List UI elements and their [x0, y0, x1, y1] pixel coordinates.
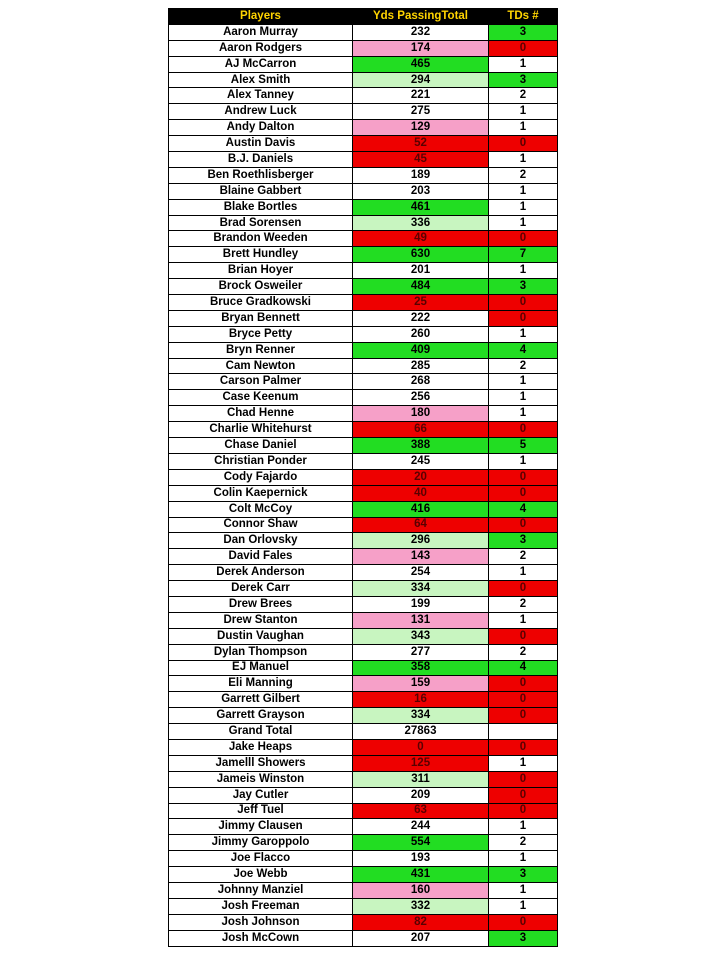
tds-cell[interactable]: 0 — [489, 676, 558, 692]
player-name-cell[interactable]: Garrett Grayson — [169, 708, 353, 724]
player-name-cell[interactable]: Colt McCoy — [169, 501, 353, 517]
table-row — [169, 295, 558, 311]
tds-cell[interactable]: 1 — [489, 819, 558, 835]
player-name-cell[interactable]: Grand Total — [169, 724, 353, 740]
player-name-cell[interactable]: Eli Manning — [169, 676, 353, 692]
table-row — [169, 660, 558, 676]
table-row — [169, 310, 558, 326]
tds-cell[interactable]: 1 — [489, 882, 558, 898]
table-row — [169, 72, 558, 88]
tds-cell[interactable]: 1 — [489, 374, 558, 390]
table-row — [169, 882, 558, 898]
table-row — [169, 835, 558, 851]
tds-cell[interactable]: 3 — [489, 24, 558, 40]
player-name-cell[interactable]: Andy Dalton — [169, 120, 353, 136]
tds-cell[interactable]: 1 — [489, 104, 558, 120]
tds-cell[interactable] — [489, 724, 558, 740]
table-row — [169, 581, 558, 597]
player-name-cell[interactable]: Bryan Bennett — [169, 310, 353, 326]
yds-passing-cell[interactable]: 131 — [353, 612, 489, 628]
table-row — [169, 485, 558, 501]
player-name-cell[interactable]: Brett Hundley — [169, 247, 353, 263]
yds-passing-cell[interactable]: 275 — [353, 104, 489, 120]
passing-stats-table — [168, 8, 558, 947]
tds-cell[interactable]: 1 — [489, 183, 558, 199]
tds-cell[interactable]: 4 — [489, 501, 558, 517]
yds-passing-cell[interactable]: 254 — [353, 565, 489, 581]
tds-cell[interactable]: 3 — [489, 533, 558, 549]
player-name-cell[interactable]: Jeff Tuel — [169, 803, 353, 819]
table-row — [169, 803, 558, 819]
table-row — [169, 851, 558, 867]
yds-passing-cell[interactable]: 25 — [353, 295, 489, 311]
player-name-cell[interactable]: Charlie Whitehurst — [169, 422, 353, 438]
table-row — [169, 612, 558, 628]
player-name-cell[interactable]: Jimmy Clausen — [169, 819, 353, 835]
player-name-cell[interactable]: Garrett Gilbert — [169, 692, 353, 708]
table-row — [169, 692, 558, 708]
tds-cell[interactable]: 0 — [489, 771, 558, 787]
player-name-cell[interactable]: Cody Fajardo — [169, 469, 353, 485]
yds-passing-cell[interactable]: 336 — [353, 215, 489, 231]
table-row — [169, 517, 558, 533]
player-name-cell[interactable]: Jay Cutler — [169, 787, 353, 803]
table-row — [169, 565, 558, 581]
tds-cell[interactable]: 0 — [489, 231, 558, 247]
header-tds[interactable]: TDs # — [489, 9, 558, 25]
table-row — [169, 596, 558, 612]
yds-passing-cell[interactable]: 160 — [353, 882, 489, 898]
tds-cell[interactable]: 0 — [489, 422, 558, 438]
player-name-cell[interactable]: Cam Newton — [169, 358, 353, 374]
player-name-cell[interactable]: Jake Heaps — [169, 739, 353, 755]
table-row — [169, 358, 558, 374]
table-row — [169, 215, 558, 231]
table-row — [169, 390, 558, 406]
player-name-cell[interactable]: Joe Flacco — [169, 851, 353, 867]
player-name-cell[interactable]: Dylan Thompson — [169, 644, 353, 660]
yds-passing-cell[interactable]: 180 — [353, 406, 489, 422]
yds-passing-cell[interactable]: 125 — [353, 755, 489, 771]
yds-passing-cell[interactable]: 199 — [353, 596, 489, 612]
yds-passing-cell[interactable]: 343 — [353, 628, 489, 644]
yds-passing-cell[interactable]: 45 — [353, 152, 489, 168]
player-name-cell[interactable]: Josh Johnson — [169, 914, 353, 930]
table-row — [169, 867, 558, 883]
tds-cell[interactable]: 1 — [489, 120, 558, 136]
table-row — [169, 676, 558, 692]
tds-cell[interactable]: 0 — [489, 136, 558, 152]
tds-cell[interactable]: 0 — [489, 295, 558, 311]
player-name-cell[interactable]: Brock Osweiler — [169, 279, 353, 295]
table-row — [169, 247, 558, 263]
yds-passing-cell[interactable]: 232 — [353, 24, 489, 40]
tds-cell[interactable]: 1 — [489, 565, 558, 581]
table-row — [169, 469, 558, 485]
player-name-cell[interactable]: Carson Palmer — [169, 374, 353, 390]
yds-passing-cell[interactable]: 222 — [353, 310, 489, 326]
yds-passing-cell[interactable]: 174 — [353, 40, 489, 56]
player-name-cell[interactable]: Bryn Renner — [169, 342, 353, 358]
table-row — [169, 326, 558, 342]
player-name-cell[interactable]: Jimmy Garoppolo — [169, 835, 353, 851]
yds-passing-cell[interactable]: 244 — [353, 819, 489, 835]
table-row — [169, 628, 558, 644]
player-name-cell[interactable]: Brad Sorensen — [169, 215, 353, 231]
tds-cell[interactable]: 2 — [489, 596, 558, 612]
player-name-cell[interactable]: Colin Kaepernick — [169, 485, 353, 501]
player-name-cell[interactable]: Chad Henne — [169, 406, 353, 422]
yds-passing-cell[interactable]: 52 — [353, 136, 489, 152]
tds-cell[interactable]: 3 — [489, 867, 558, 883]
tds-cell[interactable]: 1 — [489, 390, 558, 406]
tds-cell[interactable]: 1 — [489, 453, 558, 469]
tds-cell[interactable]: 0 — [489, 310, 558, 326]
tds-cell[interactable]: 1 — [489, 215, 558, 231]
yds-passing-cell[interactable]: 256 — [353, 390, 489, 406]
table-row — [169, 342, 558, 358]
yds-passing-cell[interactable]: 554 — [353, 835, 489, 851]
table-row — [169, 755, 558, 771]
tds-cell[interactable]: 0 — [489, 628, 558, 644]
table-row — [169, 819, 558, 835]
yds-passing-cell[interactable]: 129 — [353, 120, 489, 136]
yds-passing-cell[interactable]: 64 — [353, 517, 489, 533]
player-name-cell[interactable]: Jamelll Showers — [169, 755, 353, 771]
yds-passing-cell[interactable]: 358 — [353, 660, 489, 676]
grand-total-row — [169, 724, 558, 740]
tds-cell[interactable]: 1 — [489, 851, 558, 867]
yds-passing-cell[interactable]: 260 — [353, 326, 489, 342]
yds-passing-cell[interactable]: 431 — [353, 867, 489, 883]
yds-passing-cell[interactable]: 201 — [353, 263, 489, 279]
tds-cell[interactable]: 0 — [489, 914, 558, 930]
player-name-cell[interactable]: Dan Orlovsky — [169, 533, 353, 549]
player-name-cell[interactable]: Blaine Gabbert — [169, 183, 353, 199]
table-row — [169, 787, 558, 803]
table-row — [169, 914, 558, 930]
yds-passing-cell[interactable]: 465 — [353, 56, 489, 72]
tds-cell[interactable]: 1 — [489, 755, 558, 771]
table-row — [169, 533, 558, 549]
tds-cell[interactable]: 0 — [489, 517, 558, 533]
tds-cell[interactable]: 0 — [489, 469, 558, 485]
yds-passing-cell[interactable]: 189 — [353, 167, 489, 183]
yds-passing-cell[interactable]: 285 — [353, 358, 489, 374]
tds-cell[interactable]: 3 — [489, 279, 558, 295]
tds-cell[interactable]: 3 — [489, 72, 558, 88]
tds-cell[interactable]: 1 — [489, 406, 558, 422]
header-players[interactable]: Players — [169, 9, 353, 25]
player-name-cell[interactable]: Brandon Weeden — [169, 231, 353, 247]
table-row — [169, 104, 558, 120]
tds-cell[interactable]: 0 — [489, 787, 558, 803]
yds-passing-cell[interactable]: 159 — [353, 676, 489, 692]
player-name-cell[interactable]: Alex Tanney — [169, 88, 353, 104]
tds-cell[interactable]: 1 — [489, 263, 558, 279]
yds-passing-cell[interactable]: 82 — [353, 914, 489, 930]
player-name-cell[interactable]: Alex Smith — [169, 72, 353, 88]
yds-passing-cell[interactable]: 268 — [353, 374, 489, 390]
yds-passing-cell[interactable]: 221 — [353, 88, 489, 104]
yds-passing-cell[interactable]: 245 — [353, 453, 489, 469]
yds-passing-cell[interactable]: 27863 — [353, 724, 489, 740]
yds-passing-cell[interactable]: 66 — [353, 422, 489, 438]
table-row — [169, 152, 558, 168]
player-name-cell[interactable]: Austin Davis — [169, 136, 353, 152]
player-name-cell[interactable]: Drew Brees — [169, 596, 353, 612]
tds-cell[interactable]: 0 — [489, 40, 558, 56]
tds-cell[interactable]: 2 — [489, 835, 558, 851]
yds-passing-cell[interactable]: 461 — [353, 199, 489, 215]
player-name-cell[interactable]: Jameis Winston — [169, 771, 353, 787]
player-name-cell[interactable]: Case Keenum — [169, 390, 353, 406]
player-name-cell[interactable]: Joe Webb — [169, 867, 353, 883]
player-name-cell[interactable]: EJ Manuel — [169, 660, 353, 676]
header-row — [169, 9, 558, 25]
table-row — [169, 24, 558, 40]
yds-passing-cell[interactable]: 311 — [353, 771, 489, 787]
tds-cell[interactable]: 1 — [489, 898, 558, 914]
yds-passing-cell[interactable]: 203 — [353, 183, 489, 199]
tds-cell[interactable]: 4 — [489, 660, 558, 676]
table-row — [169, 438, 558, 454]
table-row — [169, 549, 558, 565]
player-name-cell[interactable]: Brian Hoyer — [169, 263, 353, 279]
player-name-cell[interactable]: Connor Shaw — [169, 517, 353, 533]
yds-passing-cell[interactable]: 49 — [353, 231, 489, 247]
yds-passing-cell[interactable]: 209 — [353, 787, 489, 803]
table-row — [169, 422, 558, 438]
player-name-cell[interactable]: AJ McCarron — [169, 56, 353, 72]
table-row — [169, 771, 558, 787]
table-row — [169, 453, 558, 469]
player-name-cell[interactable]: Andrew Luck — [169, 104, 353, 120]
table-row — [169, 930, 558, 946]
table-row — [169, 644, 558, 660]
table-row — [169, 183, 558, 199]
yds-passing-cell[interactable]: 277 — [353, 644, 489, 660]
yds-passing-cell[interactable]: 416 — [353, 501, 489, 517]
tds-cell[interactable]: 2 — [489, 88, 558, 104]
table-row — [169, 199, 558, 215]
player-name-cell[interactable]: Bryce Petty — [169, 326, 353, 342]
tds-cell[interactable]: 0 — [489, 803, 558, 819]
yds-passing-cell[interactable]: 193 — [353, 851, 489, 867]
yds-passing-cell[interactable]: 207 — [353, 930, 489, 946]
tds-cell[interactable]: 0 — [489, 581, 558, 597]
player-name-cell[interactable]: Josh McCown — [169, 930, 353, 946]
tds-cell[interactable]: 3 — [489, 930, 558, 946]
tds-cell[interactable]: 1 — [489, 56, 558, 72]
yds-passing-cell[interactable]: 294 — [353, 72, 489, 88]
yds-passing-cell[interactable]: 63 — [353, 803, 489, 819]
player-name-cell[interactable]: Ben Roethlisberger — [169, 167, 353, 183]
player-name-cell[interactable]: Johnny Manziel — [169, 882, 353, 898]
table-row — [169, 120, 558, 136]
table-row — [169, 406, 558, 422]
tds-cell[interactable]: 0 — [489, 692, 558, 708]
yds-passing-cell[interactable]: 16 — [353, 692, 489, 708]
player-name-cell[interactable]: B.J. Daniels — [169, 152, 353, 168]
table-row — [169, 263, 558, 279]
table-row — [169, 136, 558, 152]
tds-cell[interactable]: 0 — [489, 739, 558, 755]
tds-cell[interactable]: 2 — [489, 167, 558, 183]
table-row — [169, 231, 558, 247]
yds-passing-cell[interactable]: 334 — [353, 708, 489, 724]
header-yds-passing-total[interactable]: Yds PassingTotal — [353, 9, 489, 25]
table-row — [169, 374, 558, 390]
table-row — [169, 40, 558, 56]
table-row — [169, 88, 558, 104]
player-name-cell[interactable]: Dustin Vaughan — [169, 628, 353, 644]
table-row — [169, 898, 558, 914]
player-name-cell[interactable]: Blake Bortles — [169, 199, 353, 215]
player-name-cell[interactable]: Drew Stanton — [169, 612, 353, 628]
yds-passing-cell[interactable]: 332 — [353, 898, 489, 914]
table-row — [169, 739, 558, 755]
player-name-cell[interactable]: Chase Daniel — [169, 438, 353, 454]
tds-cell[interactable]: 4 — [489, 342, 558, 358]
player-name-cell[interactable]: Aaron Murray — [169, 24, 353, 40]
player-name-cell[interactable]: David Fales — [169, 549, 353, 565]
tds-cell[interactable]: 0 — [489, 708, 558, 724]
table-row — [169, 167, 558, 183]
player-name-cell[interactable]: Aaron Rodgers — [169, 40, 353, 56]
table-body — [169, 24, 558, 946]
player-name-cell[interactable]: Derek Anderson — [169, 565, 353, 581]
tds-cell[interactable]: 2 — [489, 358, 558, 374]
yds-passing-cell[interactable]: 334 — [353, 581, 489, 597]
tds-cell[interactable]: 1 — [489, 152, 558, 168]
tds-cell[interactable]: 1 — [489, 199, 558, 215]
tds-cell[interactable]: 5 — [489, 438, 558, 454]
player-name-cell[interactable]: Christian Ponder — [169, 453, 353, 469]
table-row — [169, 708, 558, 724]
tds-cell[interactable]: 2 — [489, 644, 558, 660]
table-row — [169, 279, 558, 295]
table-row — [169, 56, 558, 72]
tds-cell[interactable]: 2 — [489, 549, 558, 565]
table-row — [169, 501, 558, 517]
yds-passing-cell[interactable]: 20 — [353, 469, 489, 485]
yds-passing-cell[interactable]: 388 — [353, 438, 489, 454]
yds-passing-cell[interactable]: 40 — [353, 485, 489, 501]
tds-cell[interactable]: 7 — [489, 247, 558, 263]
tds-cell[interactable]: 0 — [489, 485, 558, 501]
yds-passing-cell[interactable]: 409 — [353, 342, 489, 358]
player-name-cell[interactable]: Josh Freeman — [169, 898, 353, 914]
tds-cell[interactable]: 1 — [489, 326, 558, 342]
yds-passing-cell[interactable]: 484 — [353, 279, 489, 295]
yds-passing-cell[interactable]: 296 — [353, 533, 489, 549]
player-name-cell[interactable]: Derek Carr — [169, 581, 353, 597]
yds-passing-cell[interactable]: 143 — [353, 549, 489, 565]
yds-passing-cell[interactable]: 630 — [353, 247, 489, 263]
tds-cell[interactable]: 1 — [489, 612, 558, 628]
player-name-cell[interactable]: Bruce Gradkowski — [169, 295, 353, 311]
yds-passing-cell[interactable]: 0 — [353, 739, 489, 755]
